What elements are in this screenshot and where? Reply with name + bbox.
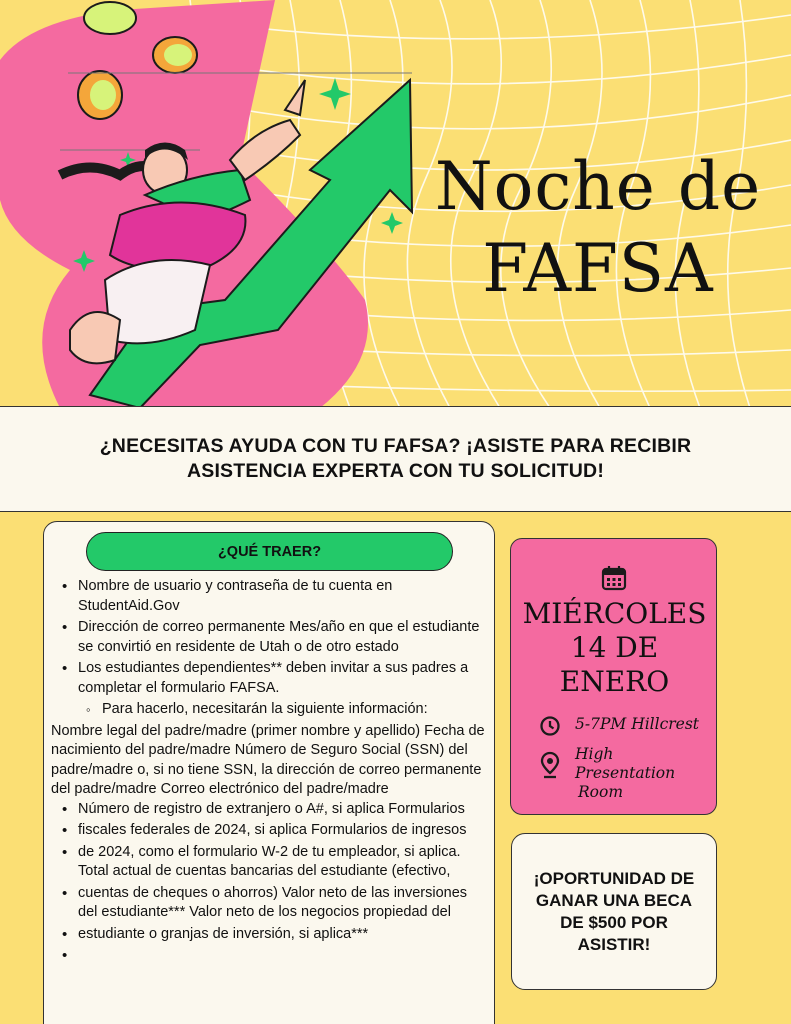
location-pin-icon (539, 751, 561, 779)
event-day-line-3: ENERO (559, 665, 670, 698)
list-item: • de 2024, como el formulario W-2 de tu empleador, si aplica. Total actual de cuentas bancarias del estudiante (efectivo, (44, 843, 494, 882)
list-item: • cuentas de cheques o ahorros) Valor neto de las inversiones del estudiante*** Valor neto de los negocios propiedad del (44, 884, 494, 923)
event-date-card (510, 538, 717, 815)
list-item (44, 946, 494, 966)
list-item: • Número de registro de extranjero o A#, si aplica Formularios (44, 800, 494, 820)
event-day-line-2: 14 DE (570, 631, 659, 664)
list-item: • Dirección de correo permanente Mes/año en que el estudiante se convirtió en residente de Utah o de otro estado (44, 618, 494, 657)
page-title (418, 146, 778, 310)
title-line-2: FAFSA (482, 230, 714, 307)
checklist-panel (43, 521, 495, 1024)
event-time-text: 5-7PM Hillcrest (575, 715, 700, 733)
event-day (511, 597, 718, 699)
event-day-line-1: MIÉRCOLES (522, 597, 707, 630)
event-time (539, 715, 700, 742)
title-line-1: Noche de (434, 148, 762, 225)
list-item: • Los estudiantes dependientes** deben invitar a sus padres a completar el formulario FAFSA. (44, 659, 494, 698)
list-subitem: ◦ Para hacerlo, necesitarán la siguiente información: (44, 700, 494, 720)
headline-line-1: ¿NECESITAS AYUDA CON TU FAFSA? ¡ASISTE PARA RECIBIR (99, 435, 692, 457)
location-line-2: Presentation (575, 764, 676, 782)
scholarship-text: ¡OPORTUNIDAD DE GANAR UNA BECA DE $500 POR ASISTIR! (533, 868, 695, 954)
location-line-1: High (575, 745, 614, 763)
checklist-heading: ¿QUÉ TRAER? (86, 532, 453, 571)
headline-banner (0, 406, 791, 512)
headline-text (100, 434, 692, 484)
calendar-icon (601, 565, 627, 591)
list-item: • fiscales federales de 2024, si aplica Formularios de ingresos (44, 821, 494, 841)
hero-illustration (0, 0, 791, 408)
event-location-text (575, 745, 715, 802)
list-item: • estudiante o granjas de inversión, si aplica*** (44, 925, 494, 945)
event-location (539, 745, 676, 801)
list-item: • Nombre de usuario y contraseña de tu cuenta en StudentAid.Gov (44, 577, 494, 616)
clock-icon (539, 715, 561, 737)
scholarship-card (511, 833, 717, 990)
location-line-3: Room (578, 783, 624, 801)
checklist-list (44, 577, 494, 968)
headline-line-2: ASISTENCIA EXPERTA CON TU SOLICITUD! (186, 460, 605, 482)
parent-info-paragraph: Nombre legal del padre/madre (primer nombre y apellido) Fecha de nacimiento del padre/madre Número de Seguro Social (SSN) del padre/madre o, si no tiene SSN, la dirección de correo permanente del padre/madre Correo electrónico del padre/madre (51, 722, 485, 797)
